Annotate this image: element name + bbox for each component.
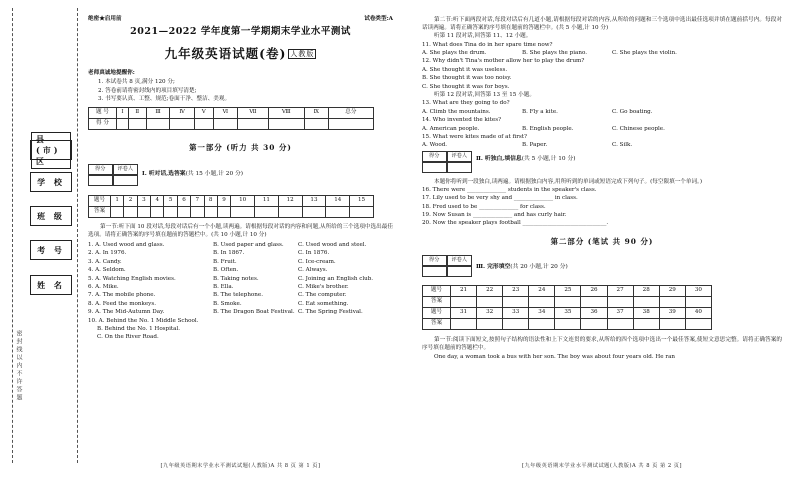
listen-hint: 听第 11 段对话,回答第 11、12 小题。 bbox=[434, 33, 532, 40]
cloze-passage: One day, a woman took a bus with her son. The boy was about four years old. He ran bbox=[434, 353, 676, 360]
class-field: 班 级 bbox=[30, 206, 72, 226]
score-table bbox=[88, 107, 374, 130]
binding-margin bbox=[0, 0, 80, 483]
edition-badge: 人教版 bbox=[290, 49, 315, 58]
notice-item: 2. 答卷前请将密封线内的项目填写清楚; bbox=[98, 87, 197, 94]
page-2: 第二节:听下面两段对话,每段对话后有几道小题,请根据每段对话的内容,从所给的问题和三个选项中选出最佳选项并填在题前括号内。每段对话读两遍。请将正确答案的序号填在题前的答题栏中。(共 5 小题,计 10 分) 听第 11 段对话,回答第 11、12 小题。 11. What does Tina do in her spare time now? A. She plays the drum. B. She plays the piano. C. She plays the violin. 12. Why didn't Tina's mother allow her to play the drum? A. She thought it was useless. B. She thought it was too noisy. C. She thought it was for boys. 听第 12 段对话,回答第 13 至 15 小题。 13. What are they going to do? A. Climb the mountains. B. Fly a kite. C. Go boating. 14. Who invented the kites? A. American people. B. English people. C. Chinese people. 15. What were kites made of at first? A. Wood. B. Paper. C. Silk. 得分 评卷人 Ⅱ. 听独白,填信息(共 5 小题,计 10 分) 本题你将听到一段独白,读两遍。请根据独白内容,用所听到的单词或短语完成下列句子。(每空限填一个单词。) 16. There were ______________ students in the speaker's class. 17. Lily used to be very shy and ______________ in class. 18. Fred used to be ______________ for class. 19. Now Susan is ______________ and has curly hair. 20. Now the speaker plays football ______________________________. 第二部分 (笔试 共 90 分) 得分 评卷人 Ⅲ. 完形填空(共 20 小题,计 20 分) 题号 21 22 23 24 25 26 27 28 29 30 答案 题号 31 32 33 34 35 36 37 38 39 40 答案 第一节:阅读下面短文,按照句子结构的语法性和上下文连贯的要求,从所给的四个选项中选出一个最佳答案,使短文意思完整。请将正确答案的序号填在题前的答题栏中。 One day, a woman took a bus with her son. The boy was about four years old. He ran bbox=[422, 17, 782, 360]
question-item: 6. A. Mike. B. Ella. C. Mike's brother. bbox=[88, 283, 349, 290]
question-item: 15. What were kites made of at first? bbox=[422, 133, 528, 140]
scorer-grid: 得分 评卷人 bbox=[422, 152, 472, 173]
listening-intro: 第一节:听下面 10 段对话,每段对话后有一个小题,读两遍。请根据每段对话的内容和问题,从所给的三个选项中选出最佳选项。请将正确答案的序号填在题前的答题栏中。(共 10 小题,计 10 分) bbox=[88, 223, 393, 238]
footer-page-1: [九年级英语期末学业水平测试试题(人教版)A 共 8 页 第 1 页] bbox=[160, 463, 321, 469]
section-2-title: Ⅱ. 听独白,填信息(共 5 小题,计 10 分) bbox=[476, 155, 576, 162]
footer-page-2: [九年级英语期末学业水平测试试题(人教版)A 共 8 页 第 2 页] bbox=[522, 463, 682, 469]
section-2-instructions: 本题你将听到一段独白,读两遍。请根据独白内容,用所听到的单词或短语完成下列句子。(每空限填一个单词。) bbox=[434, 178, 703, 185]
paper-type: 试卷类型:A bbox=[364, 16, 393, 22]
listen-hint: 听第 12 段对话,回答第 13 至 15 小题。 bbox=[434, 91, 535, 98]
section-3-title: Ⅲ. 完形填空(共 20 小题,计 20 分) bbox=[476, 263, 568, 270]
notice-item: 3. 书写要认真、工整、规范;卷面干净、整洁、美观。 bbox=[98, 96, 231, 103]
fill-blank: 17. Lily used to be very shy and ______________ in class. bbox=[422, 195, 578, 202]
question-item: 3. A. Candy. B. Fruit. C. Ice-cream. bbox=[88, 258, 336, 265]
paper-title: 九年级英语试题(卷) 人教版 bbox=[164, 45, 315, 61]
name-field: 姓 名 bbox=[30, 275, 72, 295]
notice-item: 1. 本试卷共 8 页,满分 120 分; bbox=[98, 79, 175, 86]
exam-title: 2021—2022 学年度第一学期期末学业水平测试 bbox=[130, 26, 351, 38]
fill-blank: 20. Now the speaker plays football ______________________________. bbox=[422, 220, 609, 227]
score-table-row: 得 分 bbox=[89, 119, 374, 130]
question-item: 14. Who invented the kites? bbox=[422, 117, 502, 124]
seal-line bbox=[77, 8, 78, 463]
question-item: 11. What does Tina do in her spare time now? bbox=[422, 41, 553, 48]
question-list: 1. A. Used wood and glass. B. Used paper and glass. C. Used wood and steel. 2. A. In 1976. B. In 1867. C. In 1876. 3. A. Candy. B. Fruit. C. Ice-cream. 4. A. Seldom. B. Often. C. Always. 5. A. Watching English movies. B. Taking notes. C. Joining an English club. 6. A. Mike. B. Ella. C. Mike's brother. 7. A. The mobile phone. B. The telephone. C. The computer. 8. A. Feed the monkeys. B. Smoke. C. Eat something. 9. A. The Mid-Autumn Day. B. The Dragon Boat Festival. C. The Spring Festival. 10. A. Behind the No. 1 Middle School. B. Behind the No. 1 Hospital. C. On the River Road. bbox=[88, 241, 393, 342]
notice bbox=[88, 69, 393, 104]
fill-blank: 16. There were ______________ students in the speaker's class. bbox=[422, 186, 597, 193]
scorer-grid: 得分 评卷人 bbox=[422, 256, 472, 277]
fill-blank: 18. Fred used to be ______________ for class. bbox=[422, 203, 546, 210]
question-item: 4. A. Seldom. B. Often. C. Always. bbox=[88, 267, 328, 274]
question-item: 12. Why didn't Tina's mother allow her to play the drum? bbox=[422, 58, 585, 65]
part-2-title: 第二部分 (笔试 共 90 分) bbox=[550, 236, 654, 246]
question-item: 2. A. In 1976. B. In 1867. C. In 1876. bbox=[88, 250, 330, 257]
section-1-title: Ⅰ. 听对话,选答案(共 15 小题,计 20 分) bbox=[142, 170, 244, 177]
fill-blank: 19. Now Susan is ______________ and has curly hair. bbox=[422, 211, 567, 218]
question-item: 1. A. Used wood and glass. B. Used paper and glass. C. Used wood and steel. bbox=[88, 242, 367, 249]
cloze-answer-table: 题号 21 22 23 24 25 26 27 28 29 30 答案 题号 31 32 33 34 35 36 37 38 39 40 答案 bbox=[422, 285, 712, 330]
scorer-block bbox=[422, 152, 782, 173]
question-item: 7. A. The mobile phone. B. The telephone. C. The computer. bbox=[88, 292, 347, 299]
question-item: 8. A. Feed the monkeys. B. Smoke. C. Eat something. bbox=[88, 300, 349, 307]
scorer-block bbox=[88, 165, 393, 186]
scorer-grid: 得分 评卷人 bbox=[88, 165, 138, 186]
question-item: 13. What are they going to do? bbox=[422, 100, 510, 107]
seal-line bbox=[12, 8, 13, 463]
school-field: 学 校 bbox=[30, 172, 72, 192]
page-1 bbox=[88, 0, 393, 483]
secret-mark: 绝密★启用前 bbox=[88, 16, 122, 22]
header-row bbox=[88, 16, 393, 23]
notice-title: 老师真诚地提醒你: bbox=[88, 70, 135, 77]
scorer-block bbox=[422, 256, 782, 277]
part-1-title: 第一部分 (听力 共 30 分) bbox=[189, 143, 292, 153]
county-field: 县(市)区 bbox=[30, 140, 72, 160]
question-item: 10. A. Behind the No. 1 Middle School. bbox=[88, 317, 199, 324]
score-table-header: 题 号 Ⅰ Ⅱ Ⅲ Ⅳ Ⅴ Ⅵ Ⅶ Ⅷ Ⅸ 总分 bbox=[89, 108, 374, 119]
answer-table-1: 题号 1 2 3 4 5 6 7 8 9 10 11 12 13 14 15 答案 bbox=[88, 195, 374, 218]
exam-no-field: 考 号 bbox=[30, 240, 72, 260]
question-item: 9. A. The Mid-Autumn Day. B. The Dragon Boat Festival. C. The Spring Festival. bbox=[88, 309, 363, 316]
section-2-intro: 第二节:听下面两段对话,每段对话后有几道小题,请根据每段对话的内容,从所给的问题和三个选项中选出最佳选项并填在题前括号内。每段对话读两遍。请将正确答案的序号填在题前的答题栏中。(共 5 小题,计 10 分) bbox=[422, 17, 782, 32]
seal-warning: 密封线以内不许答题 bbox=[15, 330, 22, 402]
cloze-instructions: 第一节:阅读下面短文,按照句子结构的语法性和上下文连贯的要求,从所给的四个选项中选出一个最佳答案,使短文意思完整。请将正确答案的序号填在题前的答题栏中。 bbox=[422, 336, 782, 351]
question-item: 5. A. Watching English movies. B. Taking notes. C. Joining an English club. bbox=[88, 275, 374, 282]
